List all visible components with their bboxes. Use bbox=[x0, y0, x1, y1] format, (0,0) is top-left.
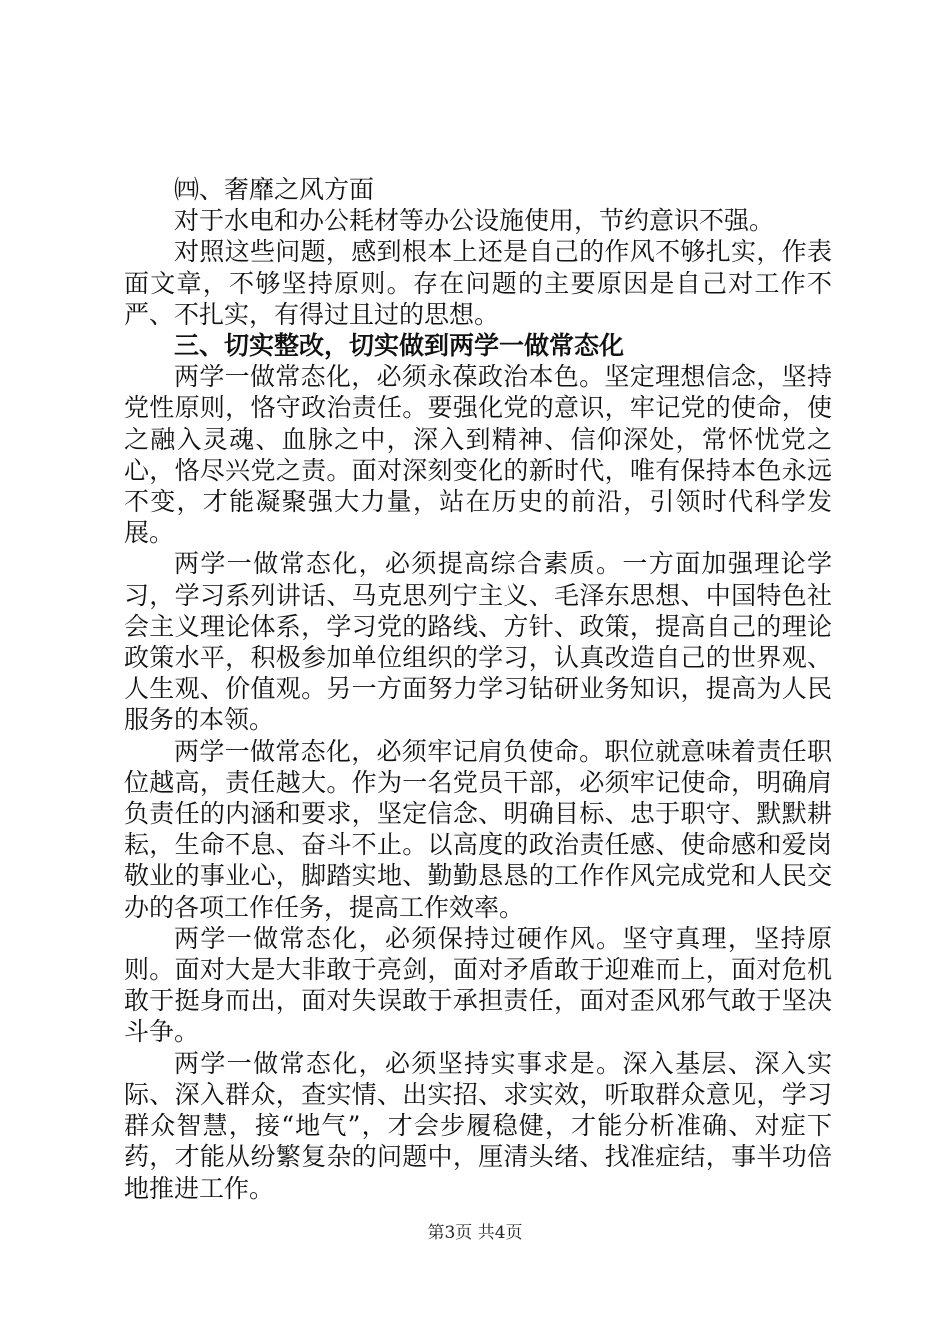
page-footer: 第3页 共4页 bbox=[427, 1223, 523, 1243]
paragraph: 两学一做常态化，必须牢记肩负使命。职位就意味着责任职位越高，责任越大。作为一名党员干部，必须牢记使命，明确肩负责任的内涵和要求，坚定信念、明确目标、忠于职守、默默耕耘，生命不息、奋斗不止。以高度的政治责任感、使命感和爱岗敬业的事业心，脚踏实地、勤勤恳恳的工作作风完成党和人民交办的各项工作任务，提高工作效率。 bbox=[124, 736, 832, 922]
paragraph: 对于水电和办公耗材等办公设施使用，节约意识不强。 bbox=[174, 206, 775, 236]
document-body bbox=[124, 174, 832, 1204]
subheading: ㈣、奢靡之风方面 bbox=[174, 175, 375, 204]
paragraph: 两学一做常态化，必须坚持实事求是。深入基层、深入实际、深入群众，查实情、出实招、求实效，听取群众意见，学习群众智慧，接“地气”，才会步履稳健，才能分析准确、对症下药，才能从纷繁复杂的问题中，厘清头绪、找准症结，事半功倍地推进工作。 bbox=[124, 1048, 832, 1203]
paragraph: 两学一做常态化，必须永葆政治本色。坚定理想信念，坚持党性原则，恪守政治责任。要强化党的意识，牢记党的使命，使之融入灵魂、血脉之中，深入到精神、信仰深处，常怀忧党之心，恪尽兴党之责。面对深刻变化的新时代，唯有保持本色永远不变，才能凝聚强大力量，站在历史的前沿，引领时代科学发展。 bbox=[124, 362, 832, 548]
paragraph: 对照这些问题，感到根本上还是自己的作风不够扎实，作表面文章，不够坚持原则。存在问题的主要原因是自己对工作不严、不扎实，有得过且过的思想。 bbox=[124, 237, 832, 329]
paragraph: 两学一做常态化，必须保持过硬作风。坚守真理，坚持原则。面对大是大非敢于亮剑，面对矛盾敢于迎难而上，面对危机敢于挺身而出，面对失误敢于承担责任，面对歪风邪气敢于坚决斗争。 bbox=[124, 923, 832, 1047]
paragraph: 两学一做常态化，必须提高综合素质。一方面加强理论学习，学习系列讲话、马克思列宁主义、毛泽东思想、中国特色社会主义理论体系，学习党的路线、方针、政策，提高自己的理论政策水平，积极参加单位组织的学习，认真改造自己的世界观、人生观、价值观。另一方面努力学习钻研业务知识，提高为人民服务的本领。 bbox=[124, 549, 832, 735]
section-heading: 三、切实整改，切实做到两学一做常态化 bbox=[174, 331, 625, 361]
